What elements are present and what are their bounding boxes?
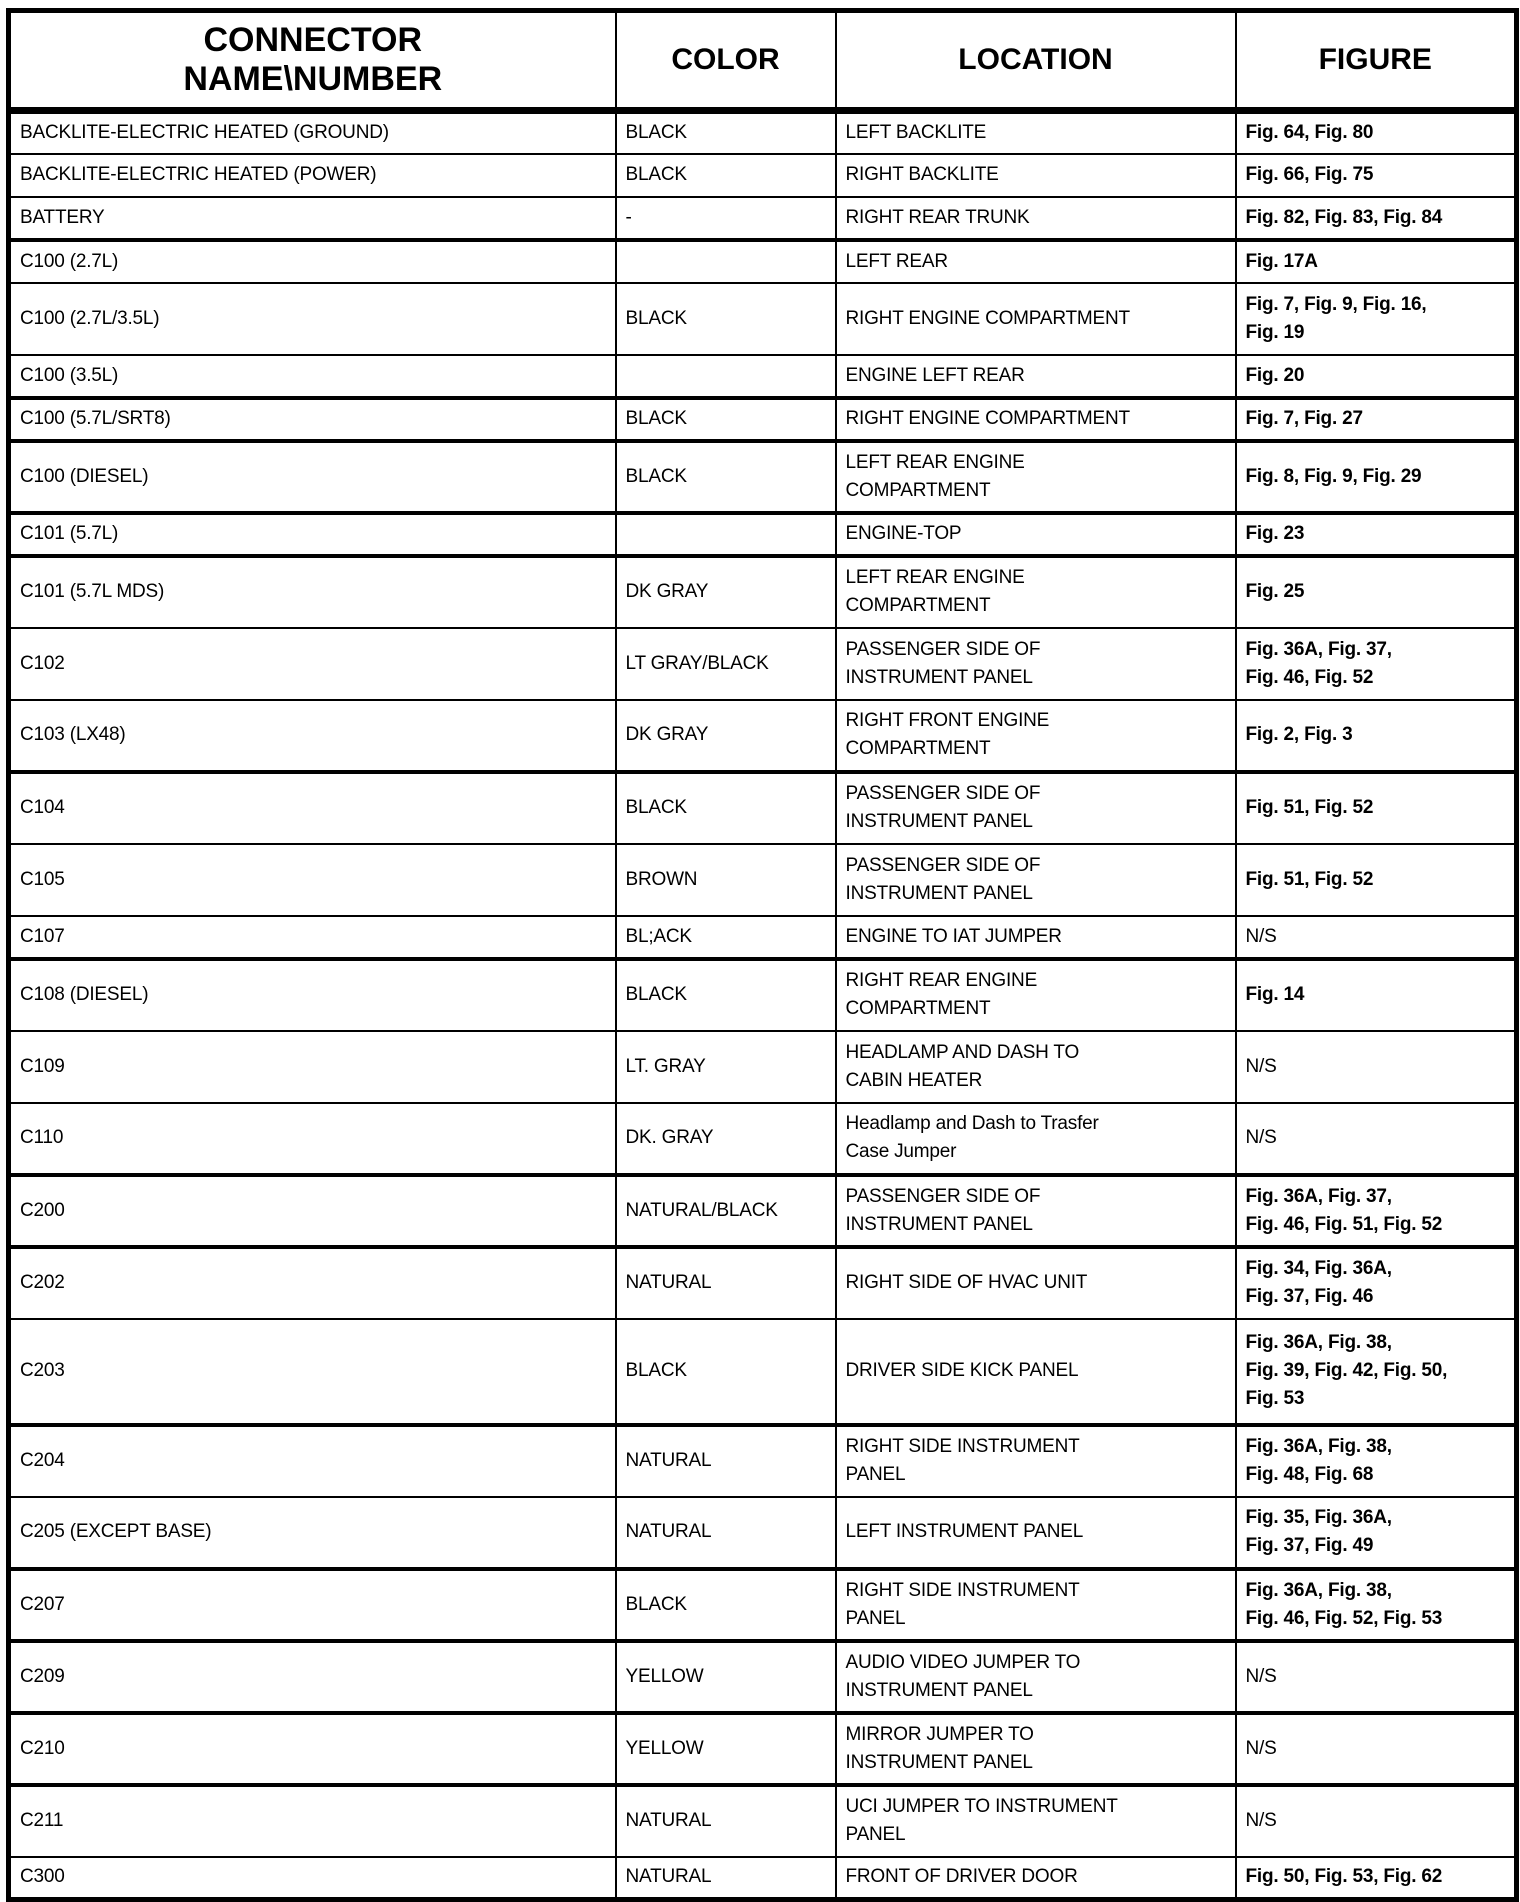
figure-cell: Fig. 25 — [1236, 556, 1517, 628]
color-cell: BLACK — [616, 441, 836, 513]
color-cell: NATURAL/BLACK — [616, 1175, 836, 1247]
connector-name-cell: C204 — [9, 1425, 616, 1497]
location-cell: RIGHT FRONT ENGINE COMPARTMENT — [836, 700, 1236, 772]
figure-cell: Fig. 8, Fig. 9, Fig. 29 — [1236, 441, 1517, 513]
connector-name-cell: C102 — [9, 628, 616, 700]
color-cell: DK GRAY — [616, 556, 836, 628]
table-row — [9, 1425, 1517, 1497]
header-color: COLOR — [616, 11, 836, 111]
figure-cell: Fig. 36A, Fig. 37, Fig. 46, Fig. 52 — [1236, 628, 1517, 700]
connector-name-cell: C105 — [9, 844, 616, 916]
table-row — [9, 1641, 1517, 1713]
location-cell: PASSENGER SIDE OF INSTRUMENT PANEL — [836, 772, 1236, 844]
color-cell — [616, 355, 836, 398]
figure-cell: Fig. 51, Fig. 52 — [1236, 844, 1517, 916]
connector-name-cell: C101 (5.7L) — [9, 513, 616, 556]
table-row — [9, 240, 1517, 283]
color-cell: BLACK — [616, 772, 836, 844]
color-cell: BLACK — [616, 398, 836, 441]
location-cell: RIGHT REAR ENGINE COMPARTMENT — [836, 959, 1236, 1031]
connector-name-cell: C207 — [9, 1569, 616, 1641]
table-row — [9, 398, 1517, 441]
location-cell: DRIVER SIDE KICK PANEL — [836, 1319, 1236, 1425]
figure-cell: Fig. 23 — [1236, 513, 1517, 556]
color-cell: BROWN — [616, 844, 836, 916]
table-row — [9, 111, 1517, 154]
color-cell: YELLOW — [616, 1641, 836, 1713]
figure-cell: Fig. 2, Fig. 3 — [1236, 700, 1517, 772]
location-cell: ENGINE LEFT REAR — [836, 355, 1236, 398]
location-cell: LEFT REAR ENGINE COMPARTMENT — [836, 556, 1236, 628]
color-cell: DK. GRAY — [616, 1103, 836, 1175]
connector-name-cell: C210 — [9, 1713, 616, 1785]
connector-name-cell: C110 — [9, 1103, 616, 1175]
figure-cell: Fig. 7, Fig. 9, Fig. 16, Fig. 19 — [1236, 283, 1517, 355]
figure-cell: Fig. 7, Fig. 27 — [1236, 398, 1517, 441]
location-cell: HEADLAMP AND DASH TO CABIN HEATER — [836, 1031, 1236, 1103]
figure-cell: N/S — [1236, 1713, 1517, 1785]
figure-cell: Fig. 66, Fig. 75 — [1236, 154, 1517, 197]
table-row — [9, 197, 1517, 240]
connector-name-cell: C211 — [9, 1785, 616, 1857]
table-row — [9, 628, 1517, 700]
color-cell: NATURAL — [616, 1497, 836, 1569]
location-cell: PASSENGER SIDE OF INSTRUMENT PANEL — [836, 844, 1236, 916]
header-location: LOCATION — [836, 11, 1236, 111]
table-row — [9, 441, 1517, 513]
location-cell: UCI JUMPER TO INSTRUMENT PANEL — [836, 1785, 1236, 1857]
location-cell: RIGHT REAR TRUNK — [836, 197, 1236, 240]
figure-cell: Fig. 14 — [1236, 959, 1517, 1031]
table-row — [9, 916, 1517, 959]
color-cell — [616, 240, 836, 283]
connector-name-cell: C109 — [9, 1031, 616, 1103]
connector-name-cell: C100 (5.7L/SRT8) — [9, 398, 616, 441]
header-connector-name: CONNECTOR NAME\NUMBER — [9, 11, 616, 111]
color-cell: BLACK — [616, 154, 836, 197]
connector-name-cell: C202 — [9, 1247, 616, 1319]
figure-cell: Fig. 34, Fig. 36A, Fig. 37, Fig. 46 — [1236, 1247, 1517, 1319]
location-cell: RIGHT BACKLITE — [836, 154, 1236, 197]
connector-name-cell: C101 (5.7L MDS) — [9, 556, 616, 628]
color-cell: YELLOW — [616, 1713, 836, 1785]
table-row — [9, 1319, 1517, 1425]
table-row — [9, 1103, 1517, 1175]
location-cell: PASSENGER SIDE OF INSTRUMENT PANEL — [836, 1175, 1236, 1247]
figure-cell: N/S — [1236, 1785, 1517, 1857]
table-row — [9, 700, 1517, 772]
location-cell: RIGHT ENGINE COMPARTMENT — [836, 398, 1236, 441]
table-row — [9, 1031, 1517, 1103]
table-row — [9, 1247, 1517, 1319]
figure-cell: Fig. 36A, Fig. 38, Fig. 39, Fig. 42, Fig. 50, Fig. 53 — [1236, 1319, 1517, 1425]
location-cell: LEFT INSTRUMENT PANEL — [836, 1497, 1236, 1569]
location-cell: LEFT REAR — [836, 240, 1236, 283]
color-cell: BL;ACK — [616, 916, 836, 959]
color-cell: BLACK — [616, 283, 836, 355]
color-cell: BLACK — [616, 111, 836, 154]
location-cell: LEFT BACKLITE — [836, 111, 1236, 154]
connector-name-cell: C100 (2.7L) — [9, 240, 616, 283]
color-cell: BLACK — [616, 1319, 836, 1425]
connector-table — [6, 8, 1519, 1902]
color-cell: BLACK — [616, 1569, 836, 1641]
figure-cell: Fig. 51, Fig. 52 — [1236, 772, 1517, 844]
location-cell: RIGHT SIDE INSTRUMENT PANEL — [836, 1569, 1236, 1641]
figure-cell: N/S — [1236, 1103, 1517, 1175]
table-row — [9, 556, 1517, 628]
location-cell: AUDIO VIDEO JUMPER TO INSTRUMENT PANEL — [836, 1641, 1236, 1713]
table-row — [9, 959, 1517, 1031]
connector-name-cell: C107 — [9, 916, 616, 959]
location-cell: ENGINE TO IAT JUMPER — [836, 916, 1236, 959]
color-cell: NATURAL — [616, 1785, 836, 1857]
table-row — [9, 283, 1517, 355]
connector-name-cell: C100 (2.7L/3.5L) — [9, 283, 616, 355]
table-row — [9, 772, 1517, 844]
header-row — [9, 11, 1517, 111]
location-cell: PASSENGER SIDE OF INSTRUMENT PANEL — [836, 628, 1236, 700]
connector-name-cell: C104 — [9, 772, 616, 844]
location-cell: LEFT REAR ENGINE COMPARTMENT — [836, 441, 1236, 513]
color-cell: - — [616, 197, 836, 240]
table-row — [9, 1175, 1517, 1247]
color-cell — [616, 513, 836, 556]
figure-cell: Fig. 50, Fig. 53, Fig. 62 — [1236, 1857, 1517, 1900]
connector-name-cell: C205 (EXCEPT BASE) — [9, 1497, 616, 1569]
table-row — [9, 513, 1517, 556]
table-row — [9, 1785, 1517, 1857]
location-cell: Headlamp and Dash to Trasfer Case Jumper — [836, 1103, 1236, 1175]
color-cell: LT. GRAY — [616, 1031, 836, 1103]
location-cell: MIRROR JUMPER TO INSTRUMENT PANEL — [836, 1713, 1236, 1785]
connector-name-cell: C100 (3.5L) — [9, 355, 616, 398]
location-cell: RIGHT ENGINE COMPARTMENT — [836, 283, 1236, 355]
connector-name-cell: C203 — [9, 1319, 616, 1425]
table-header — [9, 11, 1517, 111]
table-row — [9, 1857, 1517, 1900]
connector-name-cell: C209 — [9, 1641, 616, 1713]
color-cell: NATURAL — [616, 1857, 836, 1900]
figure-cell: N/S — [1236, 916, 1517, 959]
connector-name-cell: C103 (LX48) — [9, 700, 616, 772]
figure-cell: Fig. 36A, Fig. 37, Fig. 46, Fig. 51, Fig. 52 — [1236, 1175, 1517, 1247]
table-row — [9, 1713, 1517, 1785]
color-cell: LT GRAY/BLACK — [616, 628, 836, 700]
figure-cell: Fig. 35, Fig. 36A, Fig. 37, Fig. 49 — [1236, 1497, 1517, 1569]
table-row — [9, 844, 1517, 916]
connector-name-cell: BACKLITE-ELECTRIC HEATED (POWER) — [9, 154, 616, 197]
figure-cell: Fig. 36A, Fig. 38, Fig. 46, Fig. 52, Fig. 53 — [1236, 1569, 1517, 1641]
table-body — [9, 111, 1517, 1900]
location-cell: RIGHT SIDE OF HVAC UNIT — [836, 1247, 1236, 1319]
figure-cell: Fig. 64, Fig. 80 — [1236, 111, 1517, 154]
connector-name-cell: C100 (DIESEL) — [9, 441, 616, 513]
color-cell: DK GRAY — [616, 700, 836, 772]
connector-name-cell: C200 — [9, 1175, 616, 1247]
color-cell: BLACK — [616, 959, 836, 1031]
connector-name-cell: C300 — [9, 1857, 616, 1900]
connector-name-cell: BATTERY — [9, 197, 616, 240]
figure-cell: Fig. 17A — [1236, 240, 1517, 283]
connector-name-cell: BACKLITE-ELECTRIC HEATED (GROUND) — [9, 111, 616, 154]
color-cell: NATURAL — [616, 1247, 836, 1319]
table-row — [9, 1497, 1517, 1569]
table-row — [9, 1569, 1517, 1641]
location-cell: RIGHT SIDE INSTRUMENT PANEL — [836, 1425, 1236, 1497]
figure-cell: N/S — [1236, 1641, 1517, 1713]
location-cell: ENGINE-TOP — [836, 513, 1236, 556]
figure-cell: N/S — [1236, 1031, 1517, 1103]
connector-name-cell: C108 (DIESEL) — [9, 959, 616, 1031]
figure-cell: Fig. 20 — [1236, 355, 1517, 398]
figure-cell: Fig. 82, Fig. 83, Fig. 84 — [1236, 197, 1517, 240]
table-row — [9, 154, 1517, 197]
location-cell: FRONT OF DRIVER DOOR — [836, 1857, 1236, 1900]
color-cell: NATURAL — [616, 1425, 836, 1497]
header-figure: FIGURE — [1236, 11, 1517, 111]
table-row — [9, 355, 1517, 398]
figure-cell: Fig. 36A, Fig. 38, Fig. 48, Fig. 68 — [1236, 1425, 1517, 1497]
